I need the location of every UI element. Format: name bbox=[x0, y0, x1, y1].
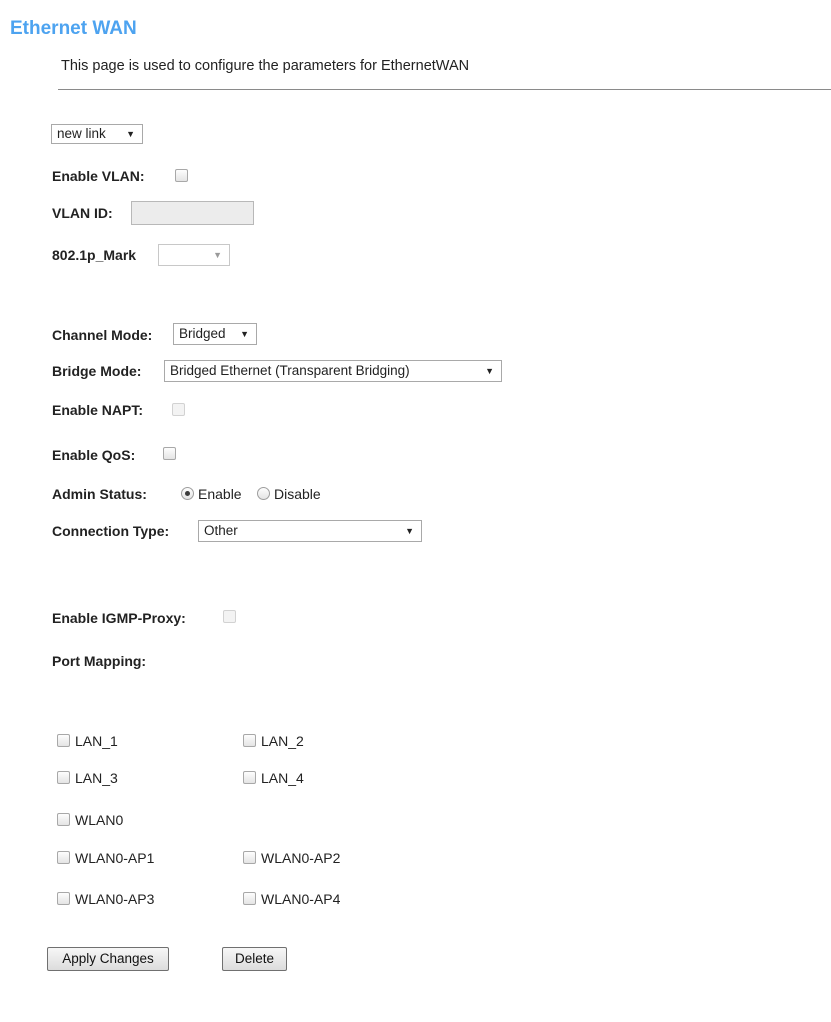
port-mapping-label: Port Mapping: bbox=[52, 653, 147, 669]
vlan-id-input[interactable] bbox=[131, 201, 254, 225]
8021p-mark-label: 802.1p_Mark bbox=[52, 247, 137, 263]
admin-status-enable-radio[interactable] bbox=[181, 487, 194, 500]
chevron-down-icon: ▼ bbox=[240, 329, 249, 339]
port-wlan0-ap2-checkbox[interactable] bbox=[243, 851, 256, 864]
page-description: This page is used to configure the parameters for EthernetWAN bbox=[61, 58, 470, 74]
port-lan4-checkbox[interactable] bbox=[243, 771, 256, 784]
chevron-down-icon: ▼ bbox=[213, 250, 222, 260]
connection-type-value: Other bbox=[204, 523, 238, 538]
admin-status-enable-label: Enable bbox=[198, 486, 242, 502]
port-lan2-checkbox[interactable] bbox=[243, 734, 256, 747]
enable-qos-label: Enable QoS: bbox=[52, 447, 136, 463]
admin-status-label: Admin Status: bbox=[52, 486, 147, 502]
vlan-id-label: VLAN ID: bbox=[52, 205, 113, 221]
chevron-down-icon: ▼ bbox=[485, 366, 494, 376]
apply-changes-button[interactable]: Apply Changes bbox=[47, 947, 169, 971]
link-select-value: new link bbox=[57, 126, 106, 141]
bridge-mode-select[interactable] bbox=[164, 360, 502, 382]
port-lan3-checkbox[interactable] bbox=[57, 771, 70, 784]
connection-type-select[interactable] bbox=[198, 520, 422, 542]
enable-vlan-label: Enable VLAN: bbox=[52, 168, 145, 184]
8021p-mark-select[interactable] bbox=[158, 244, 230, 266]
port-lan1-label: LAN_1 bbox=[75, 733, 118, 749]
bridge-mode-label: Bridge Mode: bbox=[52, 363, 142, 379]
header-divider bbox=[58, 89, 831, 90]
link-select[interactable] bbox=[51, 124, 143, 144]
port-lan4-label: LAN_4 bbox=[261, 770, 304, 786]
enable-igmp-proxy-label: Enable IGMP-Proxy: bbox=[52, 610, 186, 626]
port-lan3-label: LAN_3 bbox=[75, 770, 118, 786]
enable-igmp-proxy-checkbox[interactable] bbox=[223, 610, 236, 623]
enable-napt-label: Enable NAPT: bbox=[52, 402, 144, 418]
channel-mode-select[interactable] bbox=[173, 323, 257, 345]
page-title: Ethernet WAN bbox=[10, 18, 137, 39]
channel-mode-value: Bridged bbox=[179, 326, 226, 341]
port-wlan0-ap4-checkbox[interactable] bbox=[243, 892, 256, 905]
admin-status-disable-radio[interactable] bbox=[257, 487, 270, 500]
connection-type-label: Connection Type: bbox=[52, 523, 170, 539]
port-wlan0-ap2-label: WLAN0-AP2 bbox=[261, 850, 341, 866]
port-lan1-checkbox[interactable] bbox=[57, 734, 70, 747]
port-wlan0-ap3-label: WLAN0-AP3 bbox=[75, 891, 155, 907]
port-wlan0-ap4-label: WLAN0-AP4 bbox=[261, 891, 341, 907]
chevron-down-icon: ▼ bbox=[126, 129, 135, 139]
port-lan2-label: LAN_2 bbox=[261, 733, 304, 749]
port-wlan0-ap1-checkbox[interactable] bbox=[57, 851, 70, 864]
chevron-down-icon: ▼ bbox=[405, 526, 414, 536]
delete-button[interactable]: Delete bbox=[222, 947, 287, 971]
enable-napt-checkbox[interactable] bbox=[172, 403, 185, 416]
admin-status-disable-label: Disable bbox=[274, 486, 321, 502]
port-wlan0-ap3-checkbox[interactable] bbox=[57, 892, 70, 905]
enable-qos-checkbox[interactable] bbox=[163, 447, 176, 460]
port-wlan0-checkbox[interactable] bbox=[57, 813, 70, 826]
enable-vlan-checkbox[interactable] bbox=[175, 169, 188, 182]
bridge-mode-value: Bridged Ethernet (Transparent Bridging) bbox=[170, 363, 410, 378]
port-wlan0-label: WLAN0 bbox=[75, 812, 124, 828]
channel-mode-label: Channel Mode: bbox=[52, 327, 153, 343]
port-wlan0-ap1-label: WLAN0-AP1 bbox=[75, 850, 155, 866]
